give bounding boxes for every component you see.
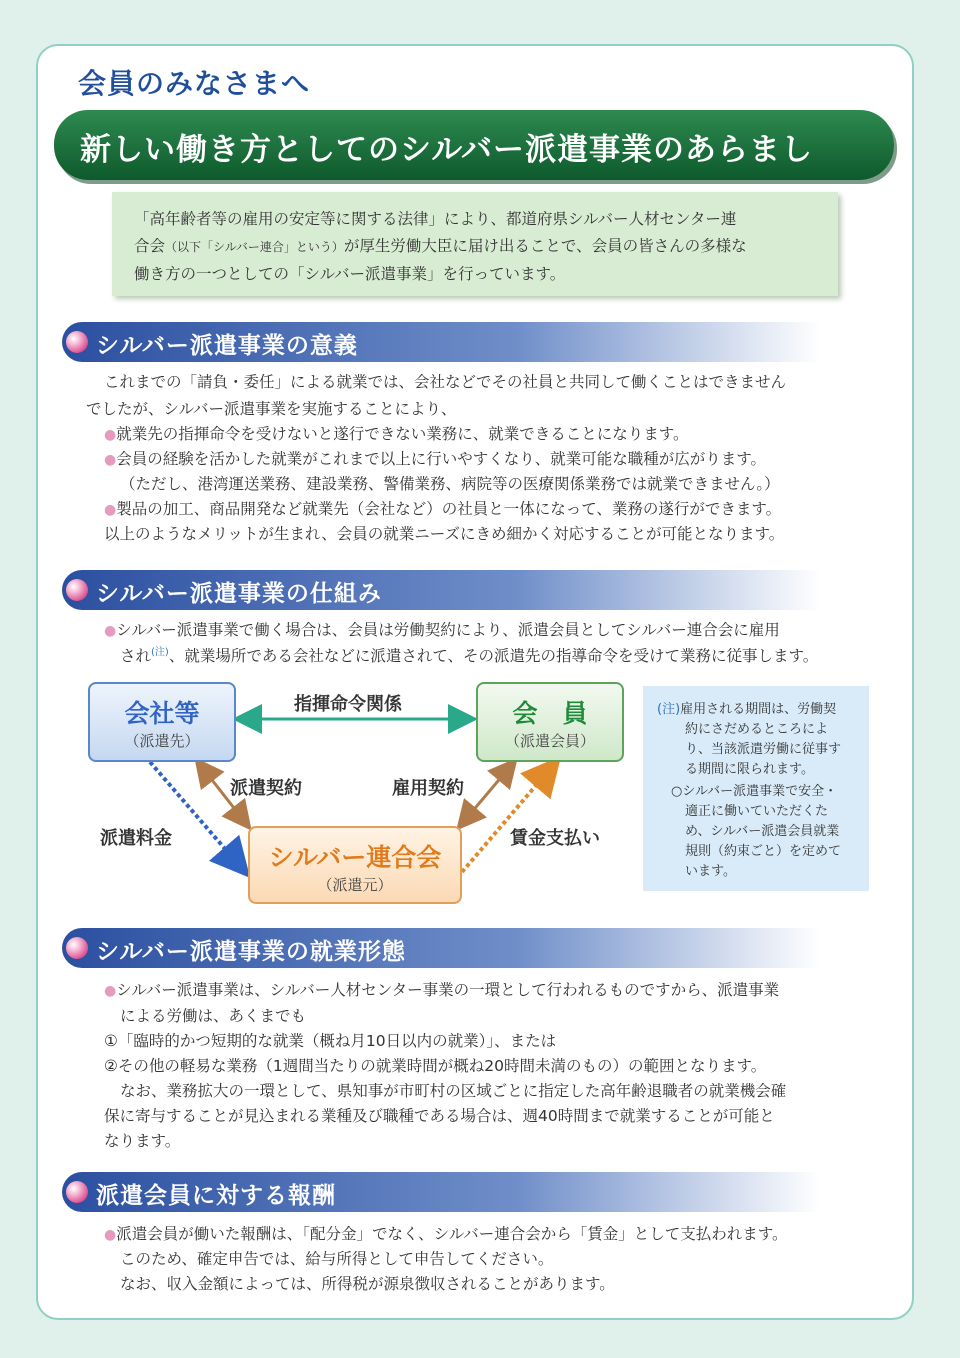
work-form-line-3: ①「臨時的かつ短期的な就業（概ね月10日以内の就業）」、または bbox=[104, 1032, 557, 1050]
note-line-7: め、シルバー派遣会員就業 bbox=[685, 824, 840, 839]
bullet-dot-icon bbox=[66, 937, 88, 959]
dispatch-fee-label: 派遣料金 bbox=[100, 828, 172, 849]
bullet-text: 会員の経験を活かした就業がこれまで以上に行いやすくなり、就業可能な職種が広がります。 bbox=[116, 450, 766, 468]
note-line-3: り、当該派遣労働に従事す bbox=[685, 742, 842, 757]
command-label: 指揮命令関係 bbox=[294, 694, 402, 715]
union-title: シルバー連合会 bbox=[268, 843, 442, 872]
significance-p1: これまでの「請負・委任」による就業では、会社などでその社員と共同して働くことはできません bbox=[104, 373, 787, 391]
significance-bullet-2-note: （ただし、港湾運送業務、建設業務、警備業務、病院等の医療関係業務では就業できません。） bbox=[120, 475, 780, 493]
wage-payment-label: 賃金支払い bbox=[510, 828, 600, 849]
wage-arrow bbox=[462, 762, 556, 872]
company-sub: （派遣先） bbox=[124, 732, 200, 750]
note-line-2: 約にさだめるところによ bbox=[685, 722, 829, 737]
note-box bbox=[643, 686, 869, 891]
work-form-line-4: ②その他の軽易な業務（1週間当たりの就業時間が概ね20時間未満のもの）の範囲となります。 bbox=[104, 1057, 767, 1075]
reward-line-2: このため、確定申告では、給与所得として申告してください。 bbox=[120, 1250, 554, 1268]
note-line-5: ○シルバー派遣事業で安全・ bbox=[671, 784, 838, 799]
note-line-9: います。 bbox=[685, 864, 736, 879]
note-line-4: る期間に限られます。 bbox=[685, 762, 814, 777]
employment-contract-arrow bbox=[460, 762, 514, 826]
mechanism-text: され bbox=[120, 647, 152, 666]
section-title: シルバー派遣事業の仕組み bbox=[96, 581, 382, 607]
bullet-text: 製品の加工、商品開発など就業先（会社など）の社員と一体になって、業務の遂行ができます。 bbox=[116, 500, 782, 518]
bullet-icon: ● bbox=[104, 623, 117, 639]
section-title: シルバー派遣事業の就業形態 bbox=[96, 939, 406, 965]
member-box bbox=[476, 682, 624, 762]
company-box bbox=[88, 682, 236, 762]
union-box bbox=[248, 826, 462, 904]
intro-line-2a: 合会 bbox=[134, 237, 166, 255]
member-title: 会 員 bbox=[512, 699, 588, 728]
intro-line-2b: が厚生労働大臣に届け出ることで、会員の皆さんの多様な bbox=[343, 237, 747, 255]
note-line-8: 規則（約束ごと）を定めて bbox=[685, 844, 842, 859]
bullet-text: 就業先の指揮命令を受けないと遂行できない業務に、就業できることになります。 bbox=[116, 425, 689, 443]
bullet-dot-icon bbox=[66, 1181, 88, 1203]
union-sub: （派遣元） bbox=[317, 876, 393, 894]
company-title: 会社等 bbox=[124, 699, 200, 728]
work-form-text: シルバー派遣事業は、シルバー人材センター事業の一環として行われるものですから、派遣事業 bbox=[116, 981, 780, 999]
bullet-icon: ● bbox=[104, 983, 117, 999]
work-form-line-6: 保に寄与することが見込まれる業種及び職種である場合は、週40時間まで就業することが可能と bbox=[104, 1107, 775, 1125]
significance-p3: 以上のようなメリットが生まれ、会員の就業ニーズにきめ細かく対応することが可能となります。 bbox=[104, 525, 785, 543]
greeting-heading: 会員のみなさまへ bbox=[78, 67, 311, 100]
note-line-6: 適正に働いていただくた bbox=[685, 804, 829, 819]
bullet-icon: ● bbox=[104, 427, 117, 443]
reward-text: 派遣会員が働いた報酬は、「配分金」でなく、シルバー連合会から「賃金」として支払われます。 bbox=[116, 1225, 788, 1243]
work-form-line-5: なお、業務拡大の一環として、県知事が市町村の区域ごとに指定した高年齢退職者の就業機会確 bbox=[120, 1082, 787, 1100]
note-line-1 bbox=[657, 698, 836, 717]
dispatch-contract-label: 派遣契約 bbox=[230, 778, 302, 799]
section-heading-work-form bbox=[62, 928, 820, 968]
intro-line-2-small: （以下「シルバー連合」という） bbox=[165, 240, 344, 254]
bullet-icon: ● bbox=[104, 1227, 117, 1243]
section-title: シルバー派遣事業の意義 bbox=[96, 333, 358, 359]
work-form-line-7: なります。 bbox=[104, 1132, 181, 1150]
section-title: 派遣会員に対する報酬 bbox=[96, 1183, 336, 1209]
mechanism-text: 、就業場所である会社などに派遣されて、その派遣先の指導命令を受けて業務に従事します。 bbox=[168, 647, 819, 666]
intro-line-3: 働き方の一つとしての「シルバー派遣事業」を行っています。 bbox=[134, 265, 566, 283]
employment-contract-label: 雇用契約 bbox=[392, 778, 464, 799]
reward-line-1 bbox=[104, 1222, 787, 1244]
note-reference: (注) bbox=[151, 647, 169, 658]
work-form-line-2: による労働は、あくまでも bbox=[120, 1007, 307, 1025]
bullet-icon: ● bbox=[104, 452, 117, 468]
intro-line-1: 「高年齢者等の雇用の安定等に関する法律」により、都道府県シルバー人材センター連 bbox=[134, 210, 737, 228]
mechanism-text: シルバー派遣事業で働く場合は、会員は労働契約により、派遣会員としてシルバー連合会に雇用 bbox=[116, 621, 780, 639]
work-form-line-1 bbox=[104, 978, 779, 1000]
section-heading-reward bbox=[62, 1172, 820, 1212]
page-title: 新しい働き方としてのシルバー派遣事業のあらまし bbox=[80, 132, 814, 168]
bullet-icon: ● bbox=[104, 502, 117, 518]
reward-line-3: なお、収入金額によっては、所得税が源泉徴収されることがあります。 bbox=[120, 1275, 615, 1293]
significance-p2: でしたが、シルバー派遣事業を実施することにより、 bbox=[86, 400, 457, 418]
note-text: 雇用される期間は、労働契 bbox=[680, 702, 837, 717]
member-sub: （派遣会員） bbox=[504, 732, 595, 750]
note-mark: (注) bbox=[657, 702, 681, 717]
